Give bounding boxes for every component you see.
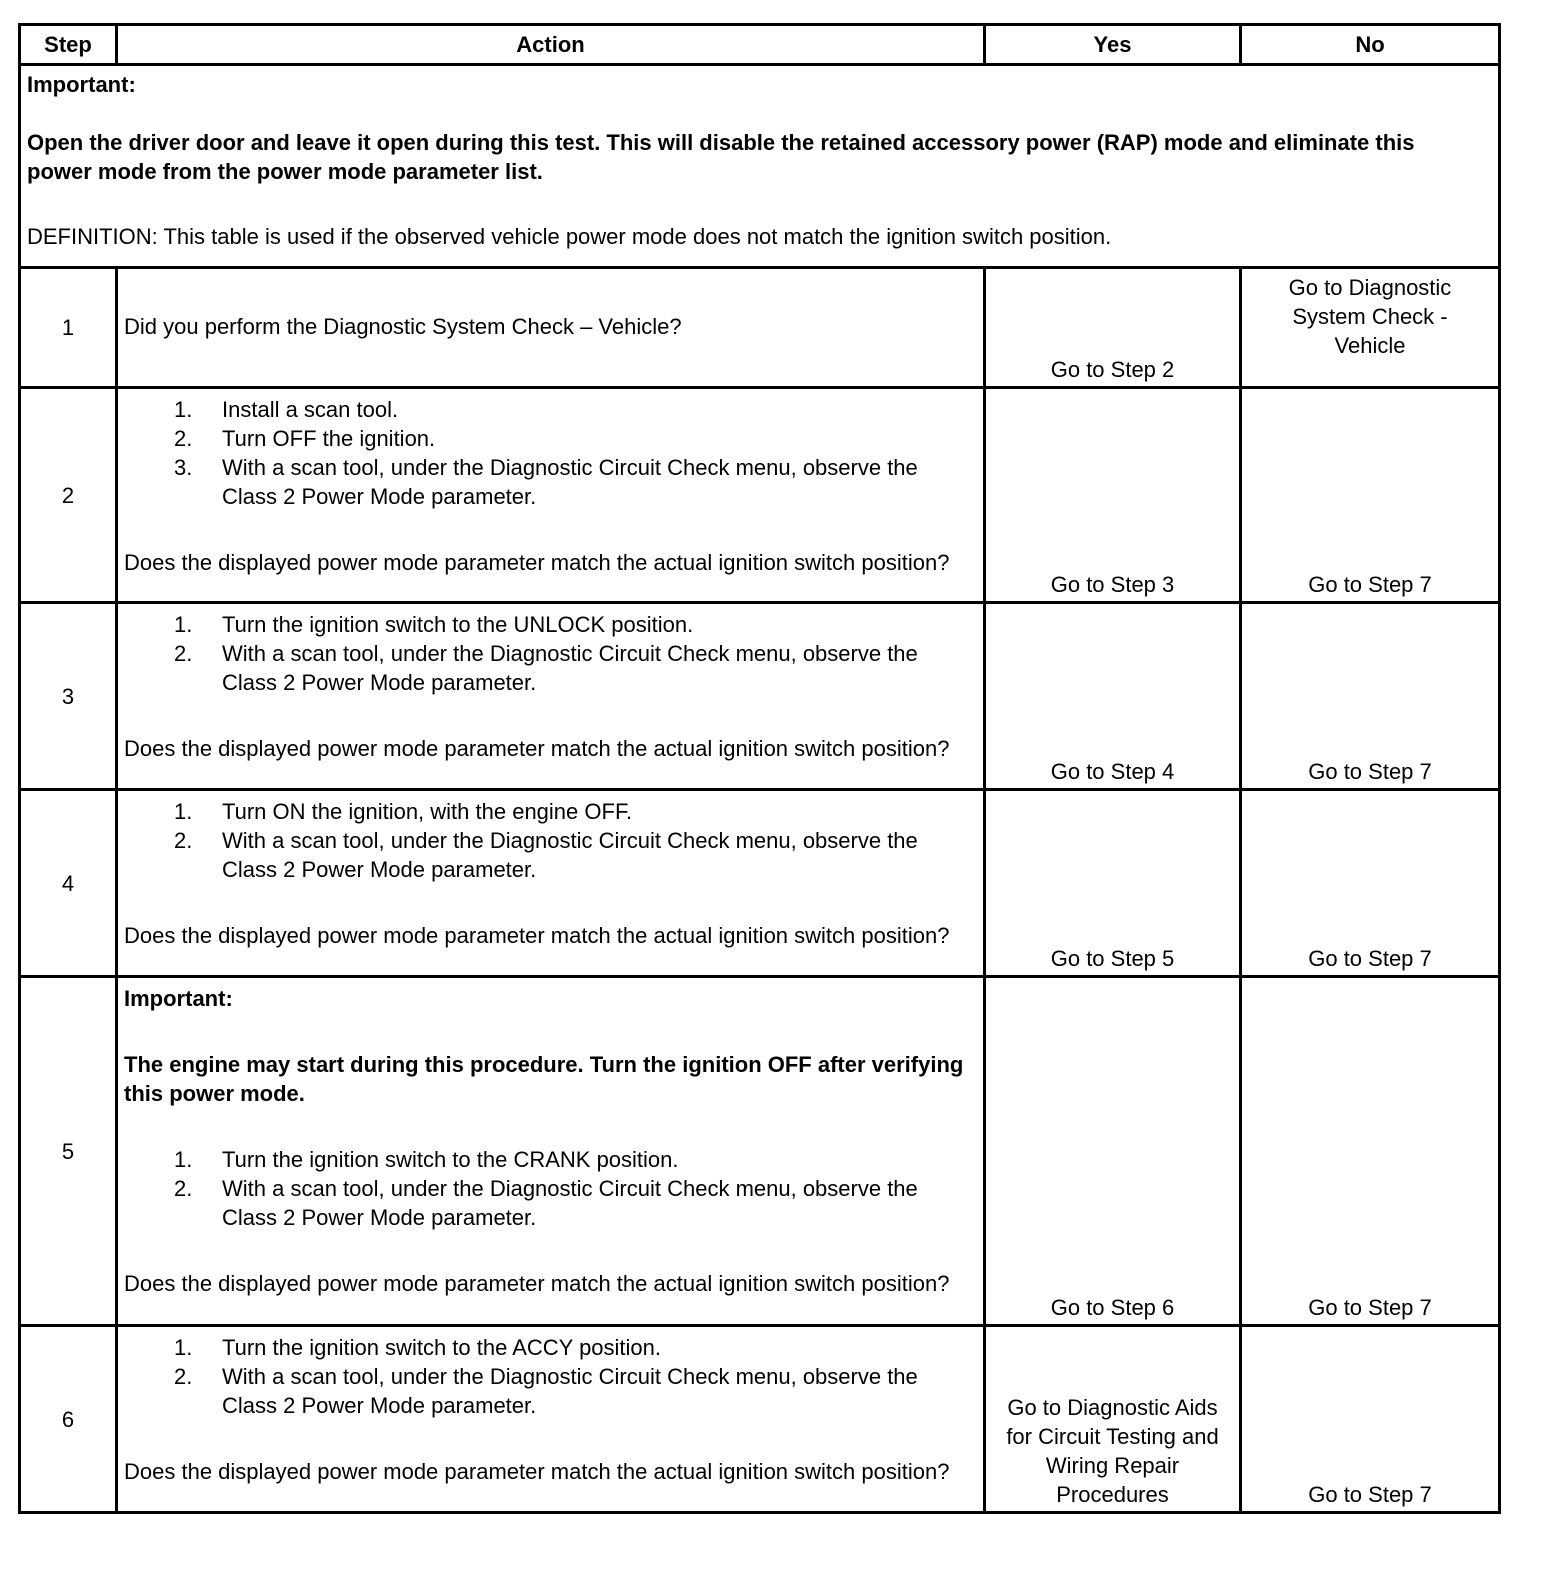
yes-link[interactable]: Go to Diagnostic Aids for Circuit Testing and Wiring Repair Procedures bbox=[1006, 1395, 1219, 1507]
step-number: 5 bbox=[20, 977, 117, 1326]
action-cell bbox=[117, 977, 985, 1326]
instruction-list bbox=[124, 1333, 977, 1420]
action-cell bbox=[117, 603, 985, 790]
list-item: 2. With a scan tool, under the Diagnostic Circuit Check menu, observe the Class 2 Power Mode parameter. bbox=[174, 828, 918, 882]
definition-text: DEFINITION: This table is used if the observed vehicle power mode does not match the ignition switch position. bbox=[27, 224, 1112, 249]
yes-cell bbox=[985, 388, 1241, 603]
instruction-list bbox=[124, 797, 977, 884]
action-cell bbox=[117, 268, 985, 388]
header-step: Step bbox=[20, 25, 117, 65]
list-item: 2. With a scan tool, under the Diagnostic Circuit Check menu, observe the Class 2 Power Mode parameter. bbox=[174, 1176, 918, 1230]
important-text: The engine may start during this procedure. Turn the ignition OFF after verifying this power mode. bbox=[124, 1052, 964, 1106]
action-cell bbox=[117, 388, 985, 603]
important-text: Open the driver door and leave it open during this test. This will disable the retained accessory power (RAP) mode and eliminate this power mode from the power mode parameter list. bbox=[27, 130, 1415, 184]
no-cell bbox=[1241, 790, 1500, 977]
no-cell bbox=[1241, 388, 1500, 603]
step-number: 3 bbox=[20, 603, 117, 790]
step-number: 4 bbox=[20, 790, 117, 977]
intro-row bbox=[20, 65, 1500, 268]
table-row bbox=[20, 1326, 1500, 1513]
header-action: Action bbox=[117, 25, 985, 65]
instruction-list bbox=[124, 395, 977, 511]
yes-link[interactable]: Go to Step 5 bbox=[1050, 946, 1175, 971]
table-row bbox=[20, 603, 1500, 790]
important-label: Important: bbox=[27, 72, 136, 97]
header-yes: Yes bbox=[985, 25, 1241, 65]
list-item: 2. With a scan tool, under the Diagnostic Circuit Check menu, observe the Class 2 Power Mode parameter. bbox=[174, 1364, 918, 1418]
question-text: Does the displayed power mode parameter match the actual ignition switch position? bbox=[124, 550, 950, 575]
no-cell bbox=[1241, 268, 1500, 388]
list-item: 1. Turn the ignition switch to the ACCY position. bbox=[174, 1335, 662, 1360]
table-row bbox=[20, 268, 1500, 388]
question-text: Does the displayed power mode parameter match the actual ignition switch position? bbox=[124, 736, 950, 761]
yes-link[interactable]: Go to Step 3 bbox=[1050, 572, 1175, 597]
yes-cell bbox=[985, 268, 1241, 388]
yes-cell bbox=[985, 603, 1241, 790]
no-cell bbox=[1241, 977, 1500, 1326]
action-cell bbox=[117, 790, 985, 977]
yes-cell bbox=[985, 790, 1241, 977]
yes-link[interactable]: Go to Step 6 bbox=[1050, 1295, 1175, 1320]
question-text: Did you perform the Diagnostic System Check – Vehicle? bbox=[124, 314, 682, 339]
no-link[interactable]: Go to Step 7 bbox=[1308, 572, 1432, 597]
question-text: Does the displayed power mode parameter match the actual ignition switch position? bbox=[124, 923, 950, 948]
header-row bbox=[20, 25, 1500, 65]
no-cell bbox=[1241, 1326, 1500, 1513]
step-number: 1 bbox=[20, 268, 117, 388]
no-link[interactable]: Go to Diagnostic System Check - Vehicle bbox=[1288, 275, 1452, 358]
no-link[interactable]: Go to Step 7 bbox=[1308, 946, 1432, 971]
table-row bbox=[20, 388, 1500, 603]
question-text: Does the displayed power mode parameter match the actual ignition switch position? bbox=[124, 1459, 950, 1484]
intro-cell bbox=[20, 65, 1500, 268]
list-item: 1. Turn ON the ignition, with the engine OFF. bbox=[174, 799, 633, 824]
list-item: 1. Turn the ignition switch to the UNLOCK position. bbox=[174, 612, 694, 637]
no-link[interactable]: Go to Step 7 bbox=[1308, 1482, 1432, 1507]
table-row bbox=[20, 790, 1500, 977]
yes-link[interactable]: Go to Step 4 bbox=[1050, 759, 1175, 784]
list-item: 1. Install a scan tool. bbox=[174, 397, 399, 422]
list-item: 2. With a scan tool, under the Diagnostic Circuit Check menu, observe the Class 2 Power Mode parameter. bbox=[174, 641, 918, 695]
action-cell bbox=[117, 1326, 985, 1513]
list-item: 1. Turn the ignition switch to the CRANK position. bbox=[174, 1147, 679, 1172]
list-item: 2. Turn OFF the ignition. bbox=[174, 426, 436, 451]
no-link[interactable]: Go to Step 7 bbox=[1308, 1295, 1432, 1320]
important-label: Important: bbox=[124, 986, 233, 1011]
step-number: 2 bbox=[20, 388, 117, 603]
yes-link[interactable]: Go to Step 2 bbox=[1050, 357, 1175, 382]
question-text: Does the displayed power mode parameter match the actual ignition switch position? bbox=[124, 1271, 950, 1296]
no-link[interactable]: Go to Step 7 bbox=[1308, 759, 1432, 784]
diagnostic-table bbox=[18, 23, 1501, 1514]
instruction-list bbox=[124, 610, 977, 697]
yes-cell bbox=[985, 977, 1241, 1326]
table-row bbox=[20, 977, 1500, 1326]
yes-cell bbox=[985, 1326, 1241, 1513]
list-item: 3. With a scan tool, under the Diagnostic Circuit Check menu, observe the Class 2 Power Mode parameter. bbox=[174, 455, 918, 509]
step-number: 6 bbox=[20, 1326, 117, 1513]
no-cell bbox=[1241, 603, 1500, 790]
header-no: No bbox=[1241, 25, 1500, 65]
instruction-list bbox=[124, 1145, 977, 1232]
